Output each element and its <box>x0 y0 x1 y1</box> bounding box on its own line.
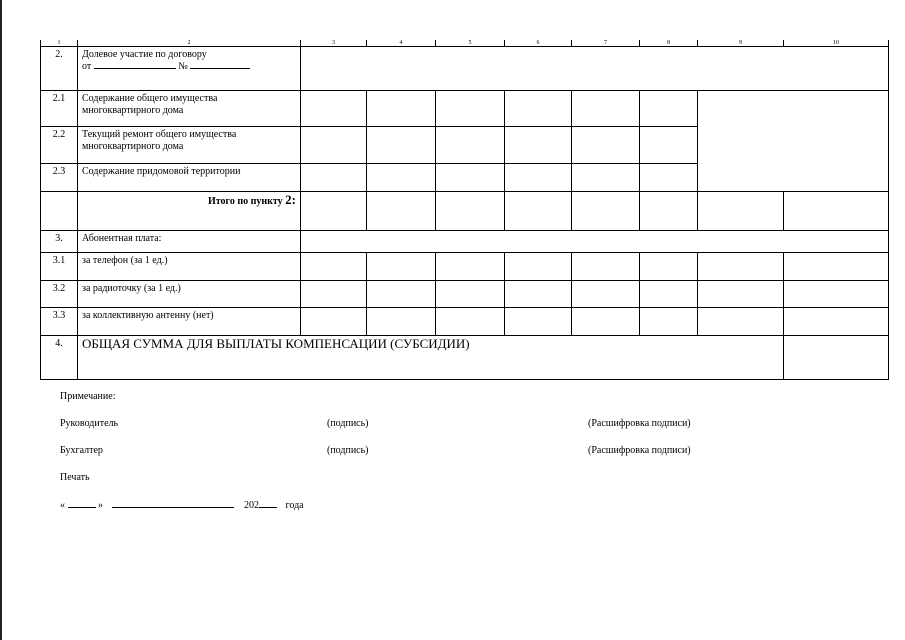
table-cell[interactable] <box>572 127 640 164</box>
total-label-text: Итого по пункту <box>207 196 283 207</box>
table-cell[interactable] <box>367 164 436 192</box>
table-cell[interactable] <box>640 164 698 192</box>
table-cell[interactable] <box>436 192 505 231</box>
accountant-signature: (подпись) <box>327 445 369 456</box>
merged-cell <box>301 231 889 253</box>
table-cell[interactable] <box>640 281 698 308</box>
month-blank[interactable] <box>112 507 234 508</box>
table-cell[interactable] <box>572 164 640 192</box>
compensation-table <box>40 40 889 380</box>
column-number: 2 <box>78 40 301 47</box>
table-cell[interactable] <box>505 127 572 164</box>
column-number: 1 <box>41 40 78 47</box>
contract-date-prefix: от <box>82 61 92 72</box>
table-cell[interactable] <box>698 253 784 281</box>
table-cell[interactable] <box>367 192 436 231</box>
table-row <box>41 47 889 91</box>
row-number: 3.3 <box>41 308 78 336</box>
table-row <box>41 231 889 253</box>
row-label: за телефон (за 1 ед.) <box>78 253 301 281</box>
year-blank[interactable] <box>259 507 277 508</box>
row-label: Содержание общего имущества многоквартирного дома <box>78 91 301 127</box>
row-number: 2.1 <box>41 91 78 127</box>
table-cell[interactable] <box>784 253 889 281</box>
table-cell[interactable] <box>640 192 698 231</box>
table-cell[interactable] <box>301 192 367 231</box>
head-signature: (подпись) <box>327 418 369 429</box>
contract-number-sign: № <box>178 61 188 72</box>
table-cell[interactable] <box>640 91 698 127</box>
row-number: 3.2 <box>41 281 78 308</box>
table-cell[interactable] <box>698 192 784 231</box>
date-line <box>60 500 304 511</box>
contract-line <box>82 61 296 73</box>
table-row <box>41 91 889 127</box>
table-cell[interactable] <box>367 253 436 281</box>
note-label: Примечание: <box>60 391 116 402</box>
table-row <box>41 281 889 308</box>
row-number: 2.3 <box>41 164 78 192</box>
table-cell[interactable] <box>505 164 572 192</box>
row-label: Текущий ремонт общего имущества многоквартирного дома <box>78 127 301 164</box>
stamp-label: Печать <box>60 472 90 483</box>
table-cell[interactable] <box>784 281 889 308</box>
table-cell[interactable] <box>436 308 505 336</box>
contract-date-blank[interactable] <box>94 68 176 69</box>
table-cell[interactable] <box>640 127 698 164</box>
table-cell[interactable] <box>301 91 367 127</box>
table-cell[interactable] <box>301 281 367 308</box>
table-cell[interactable] <box>505 253 572 281</box>
table-cell[interactable] <box>505 91 572 127</box>
table-cell[interactable] <box>572 192 640 231</box>
row-number: 4. <box>41 336 78 380</box>
table-cell[interactable] <box>784 308 889 336</box>
table-cell[interactable] <box>367 281 436 308</box>
total-label-number: 2: <box>285 192 296 207</box>
row-number: 3. <box>41 231 78 253</box>
table-cell[interactable] <box>698 308 784 336</box>
row-label: Содержание придомовой территории <box>78 164 301 192</box>
column-number: 6 <box>505 40 572 47</box>
table-row-total <box>41 192 889 231</box>
merged-cell <box>698 91 889 192</box>
head-signature-decode: (Расшифровка подписи) <box>588 418 691 429</box>
date-open-quote: « <box>60 500 65 511</box>
accountant-signature-decode: (Расшифровка подписи) <box>588 445 691 456</box>
row-label: за коллективную антенну (нет) <box>78 308 301 336</box>
column-number: 9 <box>698 40 784 47</box>
table-cell[interactable] <box>301 253 367 281</box>
column-number: 7 <box>572 40 640 47</box>
table-cell[interactable] <box>572 281 640 308</box>
column-number: 4 <box>367 40 436 47</box>
row-number: 2. <box>41 47 78 91</box>
row-label <box>78 47 301 91</box>
table-cell[interactable] <box>572 308 640 336</box>
contract-number-blank[interactable] <box>190 68 250 69</box>
table-row <box>41 253 889 281</box>
accountant-title: Бухгалтер <box>60 445 103 456</box>
row-number: 2.2 <box>41 127 78 164</box>
table-cell[interactable] <box>301 308 367 336</box>
year-suffix: года <box>285 500 304 511</box>
table-cell[interactable] <box>698 281 784 308</box>
table-cell[interactable] <box>436 253 505 281</box>
table-cell[interactable] <box>367 127 436 164</box>
row-label: Абонентная плата: <box>78 231 301 253</box>
column-number: 5 <box>436 40 505 47</box>
table-cell[interactable] <box>505 281 572 308</box>
table-row-grand-total <box>41 336 889 380</box>
day-blank[interactable] <box>68 507 96 508</box>
table-cell[interactable] <box>505 192 572 231</box>
total-label <box>78 192 301 231</box>
column-number: 3 <box>301 40 367 47</box>
table-cell[interactable] <box>784 192 889 231</box>
row-number: 3.1 <box>41 253 78 281</box>
table-cell[interactable] <box>301 127 367 164</box>
scan-edge <box>0 0 2 640</box>
grand-total-cell[interactable] <box>784 336 889 380</box>
grand-total-label: ОБЩАЯ СУММА ДЛЯ ВЫПЛАТЫ КОМПЕНСАЦИИ (СУБСИДИИ) <box>78 336 784 380</box>
table-cell[interactable] <box>505 308 572 336</box>
table-cell[interactable] <box>436 127 505 164</box>
table-cell[interactable] <box>367 308 436 336</box>
year-prefix: 202 <box>244 500 259 511</box>
row-number <box>41 192 78 231</box>
table-cell[interactable] <box>301 164 367 192</box>
table-cell[interactable] <box>436 91 505 127</box>
merged-cell <box>301 47 889 91</box>
table-cell[interactable] <box>640 253 698 281</box>
column-number: 8 <box>640 40 698 47</box>
column-number: 10 <box>784 40 889 47</box>
table-cell[interactable] <box>436 281 505 308</box>
table-cell[interactable] <box>640 308 698 336</box>
table-cell[interactable] <box>436 164 505 192</box>
date-close-quote: » <box>98 500 103 511</box>
table-cell[interactable] <box>572 91 640 127</box>
table-cell[interactable] <box>367 91 436 127</box>
head-title: Руководитель <box>60 418 119 429</box>
table-row <box>41 308 889 336</box>
table-cell[interactable] <box>572 253 640 281</box>
row-label: за радиоточку (за 1 ед.) <box>78 281 301 308</box>
row-label-line: Долевое участие по договору <box>82 49 207 60</box>
